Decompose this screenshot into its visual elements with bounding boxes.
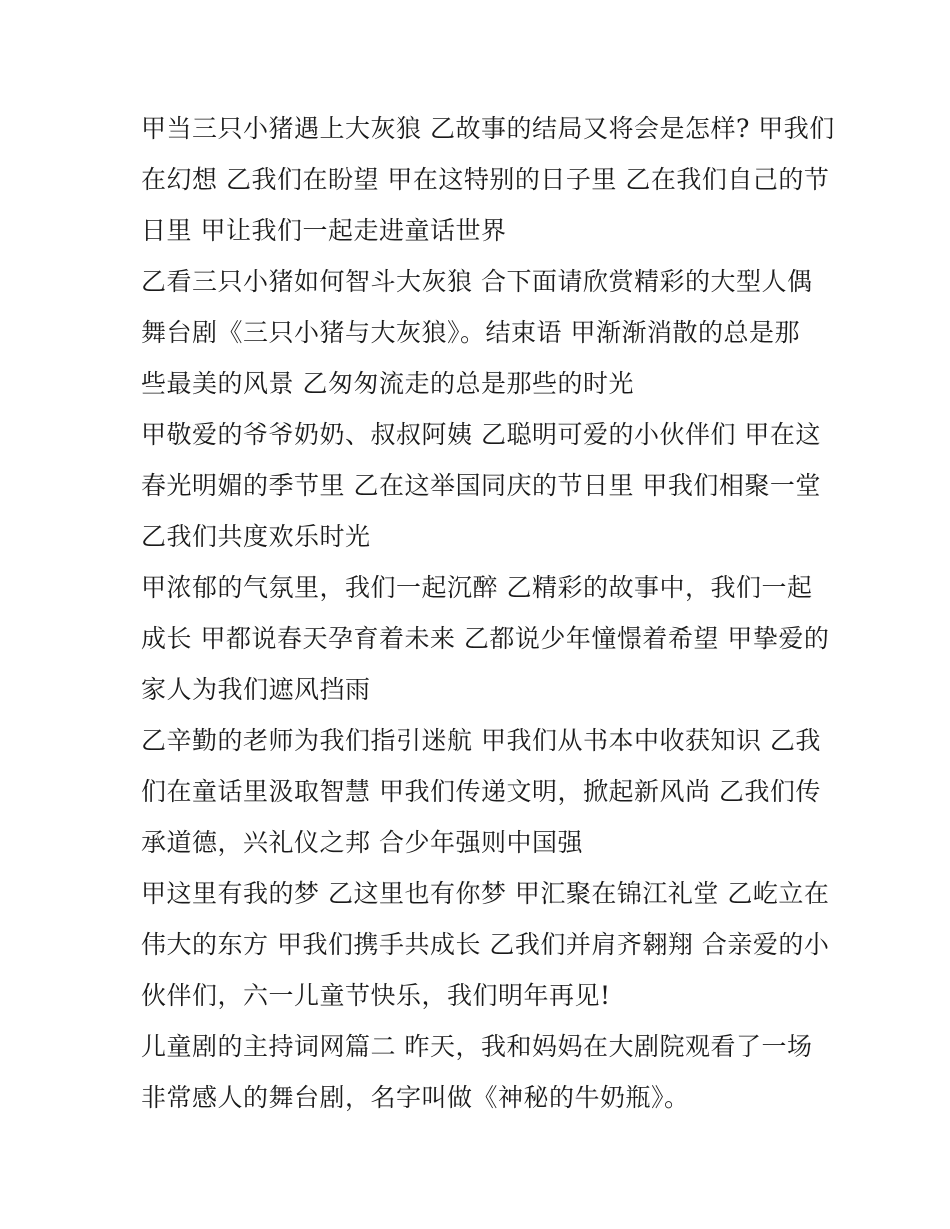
text-line: 在幻想 乙我们在盼望 甲在这特别的日子里 乙在我们自己的节: [141, 165, 830, 194]
text-line: 甲敬爱的爷爷奶奶、叔叔阿姨 乙聪明可爱的小伙伴们 甲在这: [141, 420, 821, 449]
text-line: 春光明媚的季节里 乙在这举国同庆的节日里 甲我们相聚一堂: [141, 471, 821, 500]
text-line: 伟大的东方 甲我们携手共成长 乙我们并肩齐翱翔 合亲爱的小: [141, 930, 830, 959]
text-line: 们在童话里汲取智慧 甲我们传递文明，掀起新风尚 乙我们传: [141, 777, 821, 806]
text-line: 甲浓郁的气氛里，我们一起沉醉 乙精彩的故事中，我们一起: [141, 573, 813, 602]
text-line: 伙伴们，六一儿童节快乐，我们明年再见!: [141, 981, 611, 1010]
text-line: 乙看三只小猪如何智斗大灰狼 合下面请欣赏精彩的大型人偶: [141, 267, 813, 296]
text-line: 家人为我们遮风挡雨: [141, 675, 371, 704]
text-line: 承道德，兴礼仪之邦 合少年强则中国强: [141, 828, 583, 857]
text-line: 舞台剧《三只小猪与大灰狼》。结束语 甲渐渐消散的总是那: [141, 318, 800, 347]
text-line: 日里 甲让我们一起走进童话世界: [141, 216, 507, 245]
text-line: 甲当三只小猪遇上大灰狼 乙故事的结局又将会是怎样? 甲我们: [141, 114, 835, 143]
text-line: 非常感人的舞台剧，名字叫做《神秘的牛奶瓶》。: [141, 1083, 690, 1112]
text-line: 成长 甲都说春天孕育着未来 乙都说少年憧憬着希望 甲挚爱的: [141, 624, 830, 653]
text-line: 儿童剧的主持词网篇二 昨天，我和妈妈在大剧院观看了一场: [141, 1032, 813, 1061]
text-line: 乙我们共度欢乐时光: [141, 522, 371, 551]
text-line: 甲这里有我的梦 乙这里也有你梦 甲汇聚在锦江礼堂 乙屹立在: [141, 879, 830, 908]
text-line: 乙辛勤的老师为我们指引迷航 甲我们从书本中收获知识 乙我: [141, 726, 821, 755]
text-line: 些最美的风景 乙匆匆流走的总是那些的时光: [141, 369, 634, 398]
